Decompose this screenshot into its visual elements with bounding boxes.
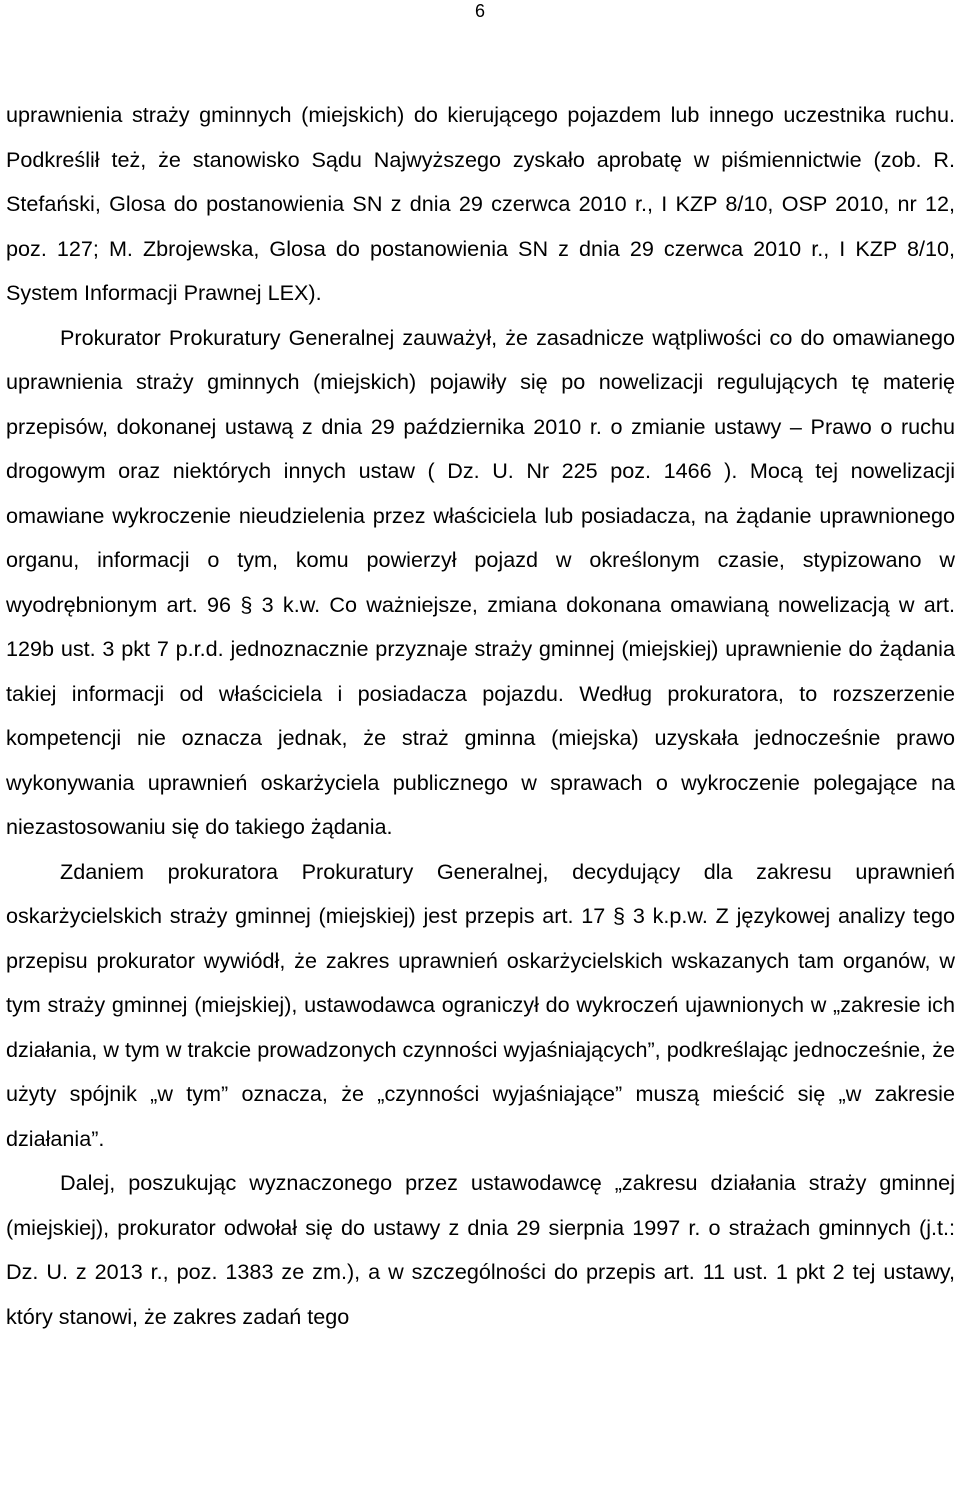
paragraph-4: Dalej, poszukując wyznaczonego przez ustawodawcę „zakresu działania straży gminnej (miejskiej), prokurator odwołał się do ustawy z dnia 29 sierpnia 1997 r. o strażach gminnych (j.t.: Dz. U. z 2013 r., poz. 1383 ze zm.), a w szczególności do przepis art. 11 ust. 1 pkt 2 tej ustawy, który stanowi, że zakres zadań tego	[6, 1170, 955, 1329]
paragraph-3: Zdaniem prokuratora Prokuratury Generalnej, decydujący dla zakresu uprawnień oskarżycielskich straży gminnej (miejskiej) jest przepis art. 17 § 3 k.p.w. Z językowej analizy tego przepisu prokurator wywiódł, że zakres uprawnień oskarżycielskich wskazanych tam organów, w tym straży gminnej (miejskiej), ustawodawca ograniczył do wykroczeń ujawnionych w „zakresie ich działania, w tym w trakcie prowadzonych czynności wyjaśniających”, podkreślając jednocześnie, że użyty spójnik „w tym” oznacza, że „czynności wyjaśniające” muszą mieścić się „w zakresie działania”.	[6, 858, 955, 1151]
document-body	[6, 93, 955, 1339]
paragraph-2: Prokurator Prokuratury Generalnej zauważył, że zasadnicze wątpliwości co do omawianego uprawnienia straży gminnych (miejskich) pojawiły się po nowelizacji regulujących tę materię przepisów, dokonanej ustawą z dnia 29 października 2010 r. o zmianie ustawy – Prawo o ruchu drogowym oraz niektórych innych ustaw ( Dz. U. Nr 225 poz. 1466 ). Mocą tej nowelizacji omawiane wykroczenie nieudzielenia przez właściciela lub posiadacza, na żądanie uprawnionego organu, informacji o tym, komu powierzył pojazd w określonym czasie, stypizowano w wyodrębnionym art. 96 § 3 k.w. Co ważniejsze, zmiana dokonana omawianą nowelizacją w art. 129b ust. 3 pkt 7 p.r.d. jednoznacznie przyznaje straży gminnej (miejskiej) uprawnienie do żądania takiej informacji od właściciela i posiadacza pojazdu. Według prokuratora, to rozszerzenie kompetencji nie oznacza jednak, że straż gminna (miejska) uzyskała jednocześnie prawo wykonywania uprawnień oskarżyciela publicznego w sprawach o wykroczenie polegające na niezastosowaniu się do takiego żądania.	[6, 324, 955, 839]
page-number: 6	[474, 1, 485, 21]
paragraph-1: uprawnienia straży gminnych (miejskich) do kierującego pojazdem lub innego uczestnika ruchu. Podkreślił też, że stanowisko Sądu Najwyższego zyskało aprobatę w piśmiennictwie (zob. R. Stefański, Glosa do postanowienia SN z dnia 29 czerwca 2010 r., I KZP 8/10, OSP 2010, nr 12, poz. 127; M. Zbrojewska, Glosa do postanowienia SN z dnia 29 czerwca 2010 r., I KZP 8/10, System Informacji Prawnej LEX).	[6, 102, 955, 305]
